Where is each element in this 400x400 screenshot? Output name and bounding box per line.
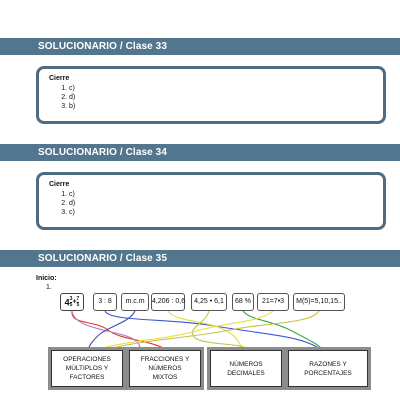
mixed-number <box>65 294 80 311</box>
category-label <box>51 350 123 387</box>
section-header-clase-34: SOLUCIONARIO / Clase 34 <box>0 144 400 161</box>
answer-item: 1. c) <box>69 84 373 93</box>
answer-item: 2. d) <box>69 93 373 102</box>
category-line: RAZONES Y <box>309 360 347 368</box>
item-number: 1. <box>46 284 52 291</box>
category-label <box>288 350 368 387</box>
category-line: NÚMEROS <box>229 360 263 368</box>
cierre-title: Cierre <box>49 75 70 82</box>
category-operaciones-multiplos-factores <box>48 347 126 390</box>
expression-percent: 68 % <box>232 293 254 311</box>
category-razones-porcentajes <box>285 347 371 390</box>
category-fracciones-numeros-mixtos <box>126 347 204 390</box>
section-header-clase-33: SOLUCIONARIO / Clase 33 <box>0 38 400 55</box>
plus-sign: + <box>72 298 77 306</box>
section-header-clase-35: SOLUCIONARIO / Clase 35 <box>0 250 400 267</box>
answer-item: 1. c) <box>69 190 373 199</box>
category-line: DECIMALES <box>227 369 265 377</box>
expression-ratio: 3 : 8 <box>93 293 117 311</box>
category-line: PORCENTAJES <box>304 369 352 377</box>
answer-item: 2. d) <box>69 199 373 208</box>
category-label <box>210 350 282 387</box>
category-line: MIXTOS <box>152 374 178 381</box>
answer-item: 3. b) <box>69 102 373 111</box>
category-line: FACTORES <box>69 374 105 381</box>
fraction-denominator: 5 <box>76 302 80 309</box>
fraction <box>77 297 80 308</box>
category-numeros-decimales <box>207 347 285 390</box>
category-line: FRACCIONES Y <box>140 356 190 363</box>
expression-multiples: M(5)=5,10,15.. <box>293 293 345 311</box>
fraction-numerator: 3 <box>69 296 73 303</box>
cierre-title: Cierre <box>49 181 70 188</box>
category-line: NÚMEROS <box>148 365 182 372</box>
expression-mcm: m.c.m <box>121 293 149 311</box>
expression-decimal-division: 4,206 : 0,6 <box>151 293 185 311</box>
mixed-whole: 4 <box>64 297 70 308</box>
expression-decimal-multiplication: 4,25 • 6,1 <box>191 293 227 311</box>
category-line: MÚLTIPLOS Y <box>65 365 109 372</box>
fraction-denominator: 5 <box>69 302 73 309</box>
category-line: OPERACIONES <box>63 356 111 363</box>
inicio-label: Inicio: <box>36 275 57 282</box>
answer-item: 3. c) <box>69 208 373 217</box>
fraction-numerator: 7 <box>76 296 80 303</box>
connector-line <box>100 311 273 349</box>
expression-mixed-number-sum <box>60 293 84 311</box>
category-label <box>129 350 201 387</box>
expression-factorization: 21=7•3 <box>257 293 289 311</box>
